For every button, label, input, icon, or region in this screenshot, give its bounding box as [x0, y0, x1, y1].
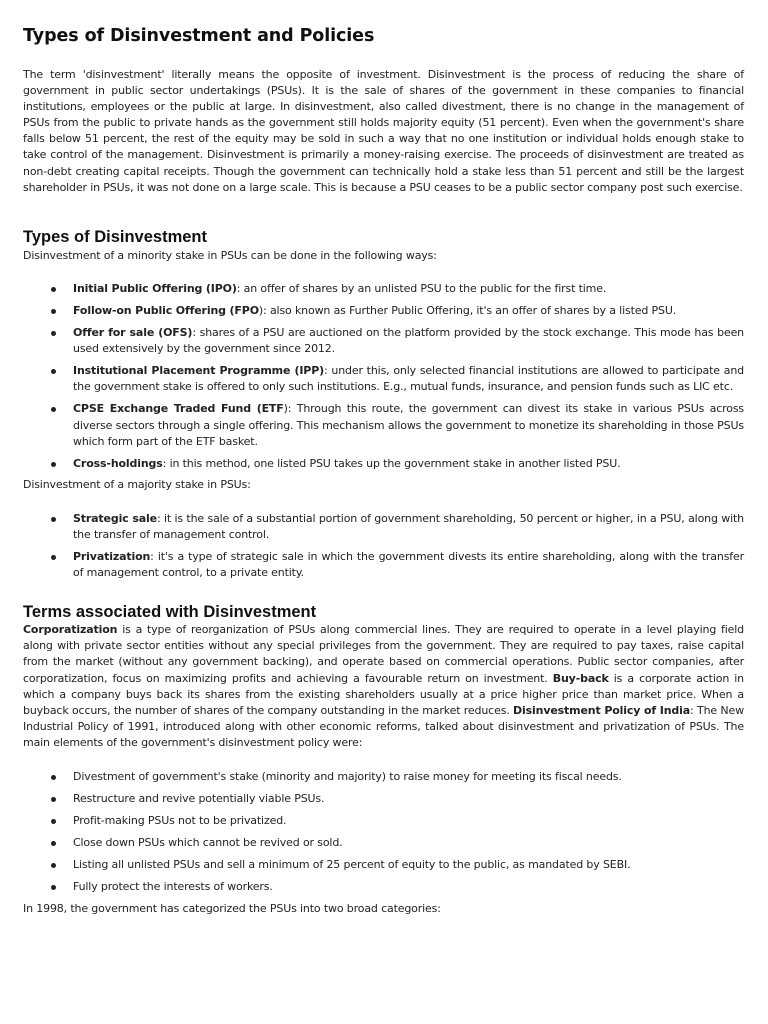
list-item-text: : under this, only selected financial institutions are allowed to participate and the government stake is offered to only such institutions. E.g., mutual funds, insurance, and pension funds such as LIC etc.: [73, 364, 744, 394]
policy-list: [23, 769, 744, 896]
list-item-term: CPSE Exchange Traded Fund (ETF: [73, 402, 284, 416]
majority-list: [23, 511, 744, 581]
list-item: [23, 511, 744, 543]
page-title: Types of Disinvestment and Policies: [23, 26, 375, 46]
list-item-text: : it's a type of strategic sale in which the government divests its entire shareholding, along with the transfer of management control, to a private entity.: [73, 550, 744, 580]
list-item: [23, 401, 744, 449]
list-item-text: : shares of a PSU are auctioned on the platform provided by the stock exchange. This mode has been used extensively by the government since 2012.: [73, 326, 745, 356]
list-item: [23, 549, 744, 581]
list-item: [23, 281, 744, 297]
list-item: Close down PSUs which cannot be revived or sold.: [23, 835, 744, 851]
list-item-text: : it is the sale of a substantial portion of government shareholding, 50 percent or higher, in a PSU, along with the transfer of management control.: [73, 511, 744, 541]
list-item: Restructure and revive potentially viable PSUs.: [23, 791, 744, 807]
list-item-term: Offer for sale (OFS): [73, 326, 193, 340]
list-item: [23, 325, 744, 357]
corporatization-term: Corporatization: [23, 623, 118, 637]
list-item-text: : an offer of shares by an unlisted PSU to the public for the first time.: [236, 281, 607, 295]
list-item: [23, 363, 744, 395]
minority-intro: Disinvestment of a minority stake in PSUs can be done in the following ways:: [23, 248, 437, 262]
list-item: [23, 456, 744, 472]
list-item: Profit-making PSUs not to be privatized.: [23, 813, 744, 829]
list-item-term: Initial Public Offering (IPO): [73, 281, 237, 295]
terms-heading: Terms associated with Disinvestment: [23, 603, 317, 622]
intro-paragraph: The term 'disinvestment' literally means the opposite of investment. Disinvestment is the process of reducing the share of government in public sector undertakings (PSUs). It is the sale of shares of the government in these companies to financial institutions, employees or the public at large. In disinvestment, also called divestment, there is no change in the management of PSUs from the public to private hands as the government still holds majority equity (51 percent). Even when the government's share falls below 51 percent, the rest of the equity may be sold in such a way that no one institution or individual holds enough stake to take control of the management. Disinvestment is primarily a money-raising exercise. The proceeds of disinvestment are treated as non-debt creating capital receipts. Though the government can technically hold a stake less than 51 percent and still be the largest shareholder in PSUs, it was not done on a large scale. This is because a PSU ceases to be a public sector company post such exercise.: [23, 68, 744, 194]
terms-paragraph: [23, 622, 744, 751]
types-heading: Types of Disinvestment: [23, 227, 207, 246]
list-item-text: ): Through this route, the government can divest its stake in various PSUs across diverse sectors through a single offering. This mechanism allows the government to monetize its shareholding in those PSUs which form part of the ETF basket.: [73, 402, 744, 448]
list-item-term: Privatization: [73, 550, 151, 564]
list-item: Divestment of government's stake (minority and majority) to raise money for meeting its fiscal needs.: [23, 769, 744, 785]
list-item-term: Strategic sale: [73, 511, 157, 525]
list-item-text: : in this method, one listed PSU takes up the government stake in another listed PSU.: [162, 456, 621, 470]
closing-paragraph: In 1998, the government has categorized the PSUs into two broad categories:: [23, 901, 441, 915]
minority-list: [23, 281, 744, 472]
corporatization-text: is a type of reorganization of PSUs along commercial lines. They are required to operate in a level playing field along with private sector entities without any special privileges from the government. They are required to pay taxes, raise capital from the market (without any government backing), and operate based on commercial operations. Public sector companies, after corporatization, focus on maximizing profits and achieving a favourable return on investment.: [23, 623, 744, 685]
list-item-term: Institutional Placement Programme (IPP): [73, 364, 324, 378]
list-item: Fully protect the interests of workers.: [23, 879, 744, 895]
list-item-text: ): also known as Further Public Offering, it's an offer of shares by a listed PSU.: [258, 303, 677, 317]
policy-term: Disinvestment Policy of India: [513, 703, 691, 717]
policy-text: : The New Industrial Policy of 1991, introduced along with other economic reforms, talked about disinvestment and privatization of PSUs. The main elements of the government's disinvestment policy were:: [23, 703, 744, 749]
buyback-term: Buy-back: [552, 671, 609, 685]
list-item-term: Follow-on Public Offering (FPO: [73, 303, 259, 317]
list-item: Listing all unlisted PSUs and sell a minimum of 25 percent of equity to the public, as mandated by SEBI.: [23, 857, 744, 873]
list-item: [23, 303, 744, 319]
list-item-term: Cross-holdings: [73, 456, 163, 470]
buyback-text: is a corporate action in which a company buys back its shares from the existing shareholders usually at a price higher price than market price. When a buyback occurs, the number of shares of the company outstanding in the market reduces.: [23, 671, 744, 717]
majority-intro: Disinvestment of a majority stake in PSUs:: [23, 477, 251, 491]
